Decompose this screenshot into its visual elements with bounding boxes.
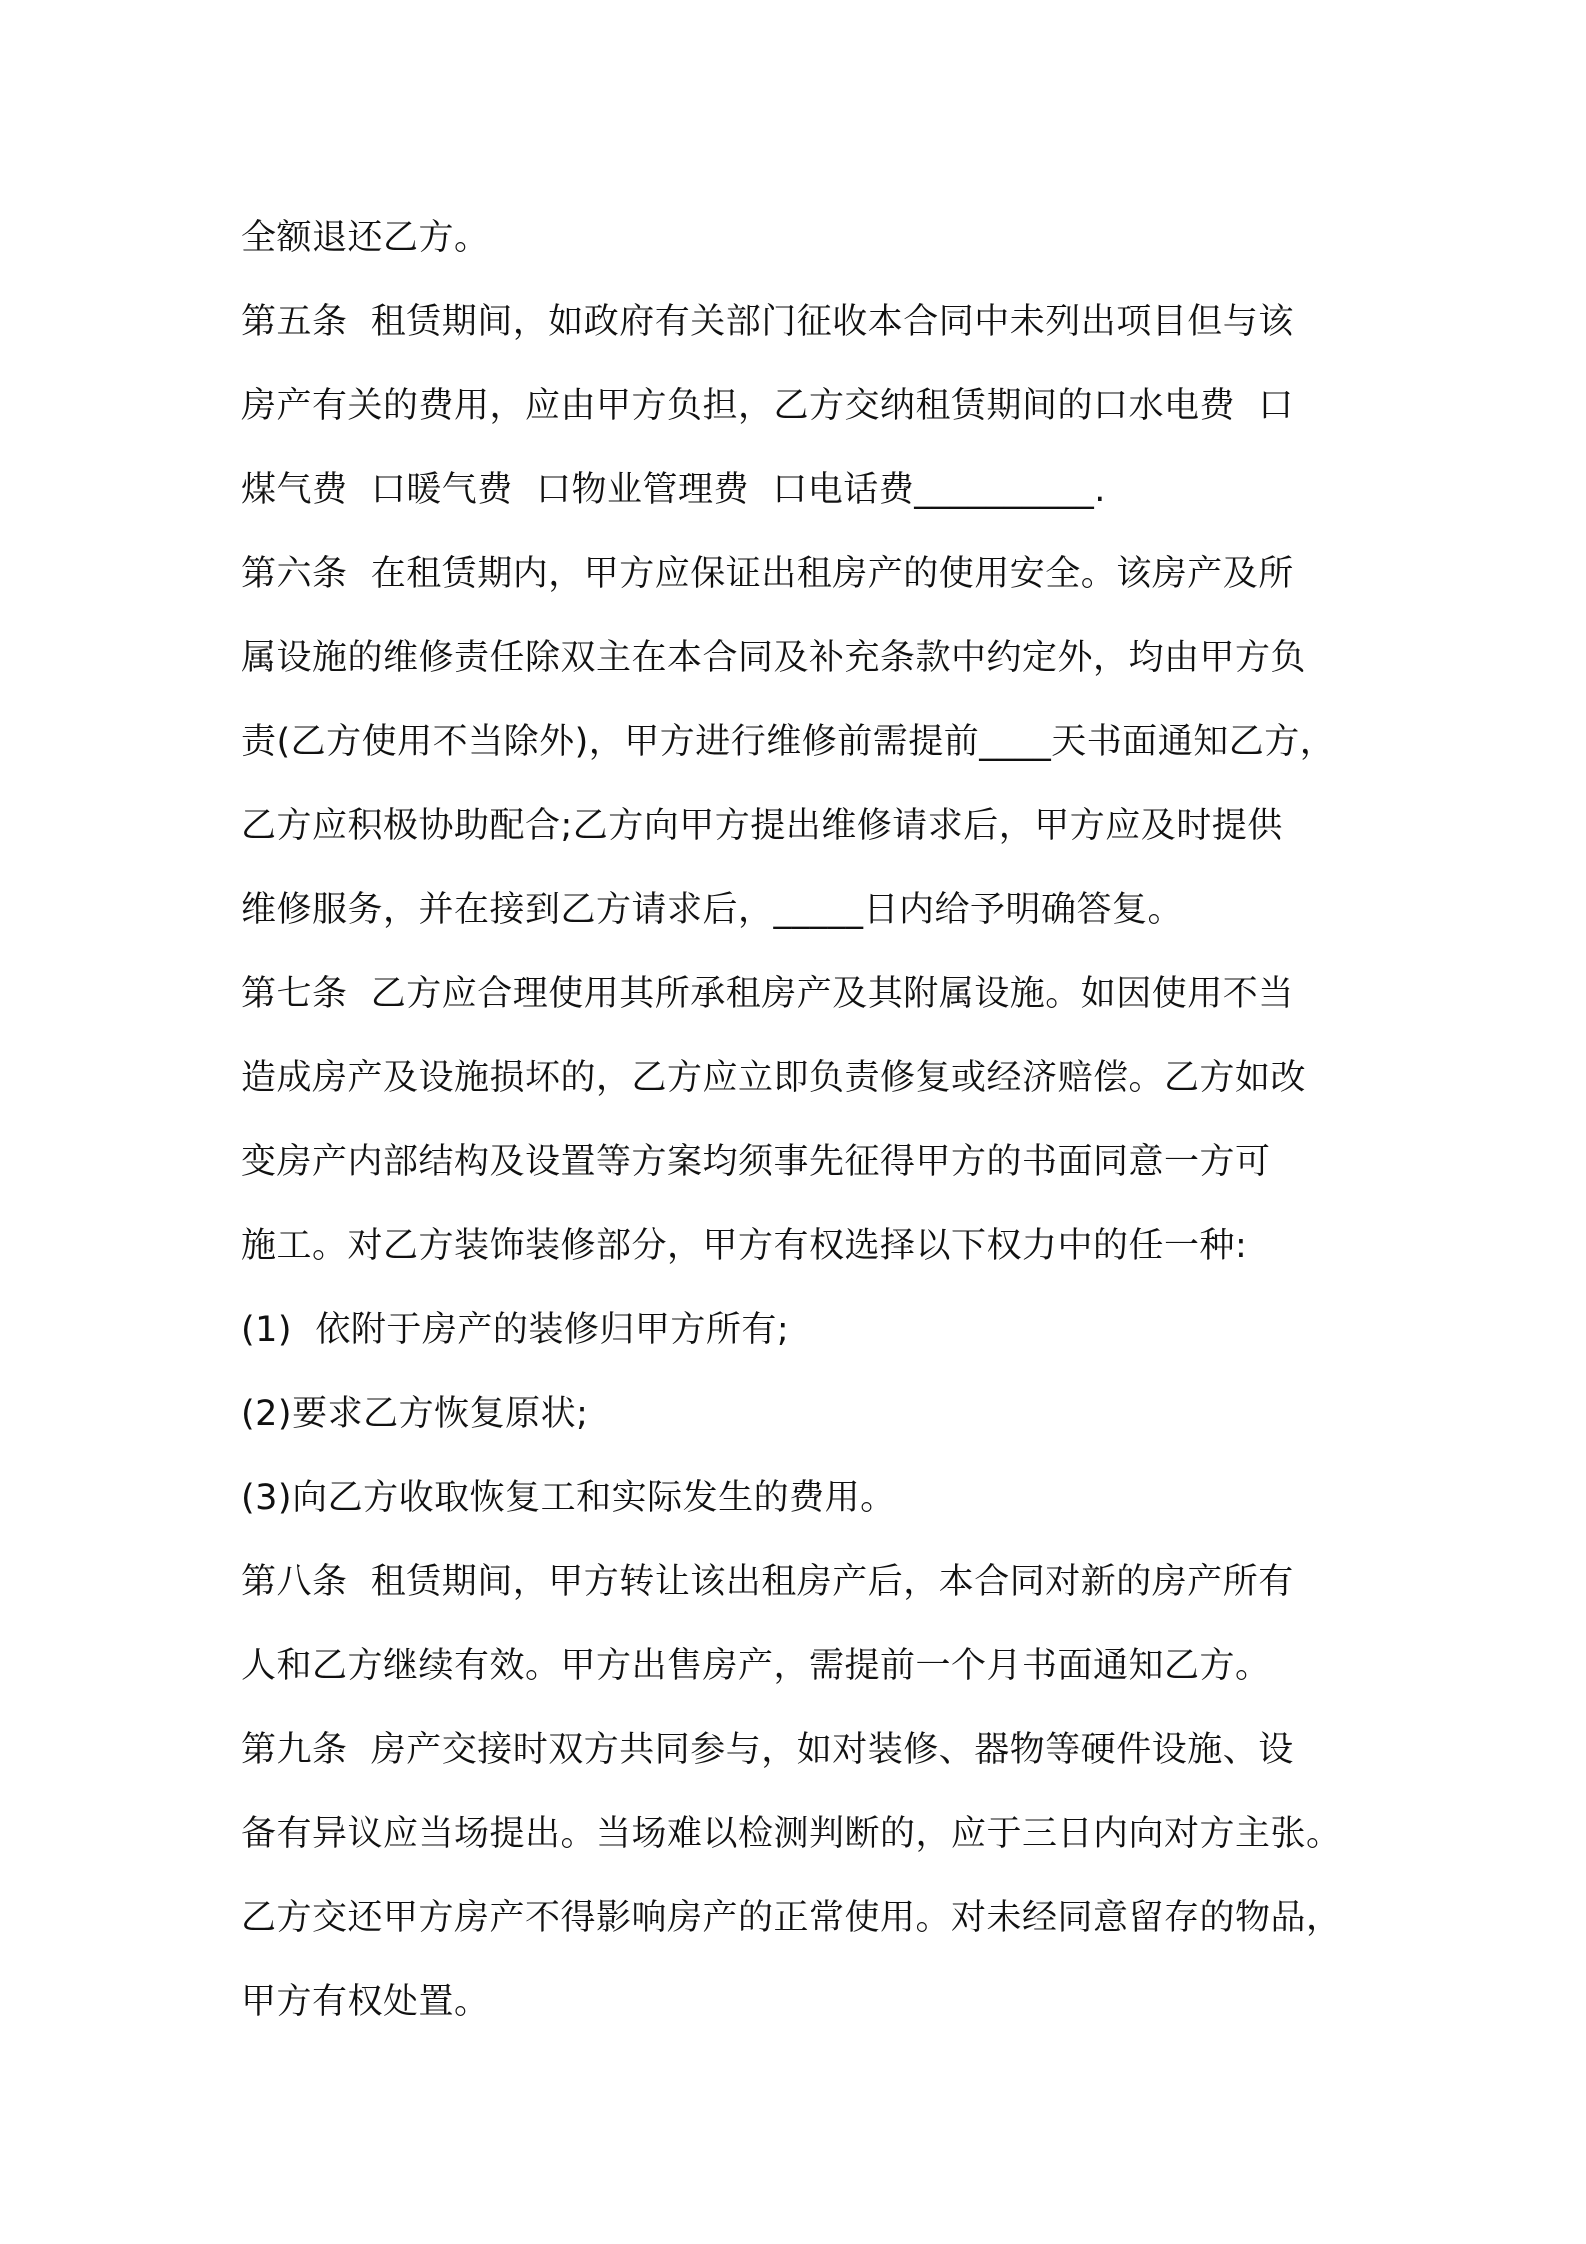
text-line: 第六条 在租赁期内，甲方应保证出租房产的使用安全。该房产及所 (241, 554, 1294, 594)
text-line: 属设施的维修责任除双主在本合同及补充条款中约定外，均由甲方负 (241, 638, 1307, 678)
text-line: 备有异议应当场提出。当场难以检测判断的，应于三日内向对方主张。 (241, 1814, 1342, 1854)
text-line: 全额退还乙方。 (241, 218, 490, 258)
text-line: 维修服务，并在接到乙方请求后，_____日内给予明确答复。 (241, 890, 1184, 930)
text-line: 乙方交还甲方房产不得影响房产的正常使用。对未经同意留存的物品， (241, 1898, 1342, 1938)
text-line: (1) 依附于房产的装修归甲方所有; (241, 1310, 790, 1350)
text-line: 施工。对乙方装饰装修部分，甲方有权选择以下权力中的任一种: (241, 1226, 1248, 1266)
text-line: 第五条 租赁期间，如政府有关部门征收本合同中未列出项目但与该 (241, 302, 1294, 342)
text-line: 变房产内部结构及设置等方案均须事先征得甲方的书面同意一方可 (241, 1142, 1271, 1182)
text-line: (2)要求乙方恢复原状; (241, 1394, 589, 1434)
contract-text-block (241, 196, 1371, 2044)
text-line: 甲方有权处置。 (241, 1982, 490, 2022)
text-line: 第九条 房产交接时双方共同参与，如对装修、器物等硬件设施、设 (241, 1730, 1294, 1770)
text-line: 造成房产及设施损坏的，乙方应立即负责修复或经济赔偿。乙方如改 (241, 1058, 1307, 1098)
text-line: 煤气费 口暖气费 口物业管理费 口电话费__________. (241, 470, 1106, 510)
text-line: (3)向乙方收取恢复工和实际发生的费用。 (241, 1478, 896, 1518)
text-line: 第八条 租赁期间，甲方转让该出租房产后，本合同对新的房产所有 (241, 1562, 1294, 1602)
text-line: 第七条 乙方应合理使用其所承租房产及其附属设施。如因使用不当 (241, 974, 1294, 1014)
text-line: 人和乙方继续有效。甲方出售房产，需提前一个月书面通知乙方。 (241, 1646, 1271, 1686)
text-line: 责(乙方使用不当除外)，甲方进行维修前需提前____天书面通知乙方， (241, 722, 1336, 762)
text-line: 房产有关的费用，应由甲方负担，乙方交纳租赁期间的口水电费 口 (241, 386, 1294, 426)
text-line: 乙方应积极协助配合;乙方向甲方提出维修请求后，甲方应及时提供 (241, 806, 1283, 846)
